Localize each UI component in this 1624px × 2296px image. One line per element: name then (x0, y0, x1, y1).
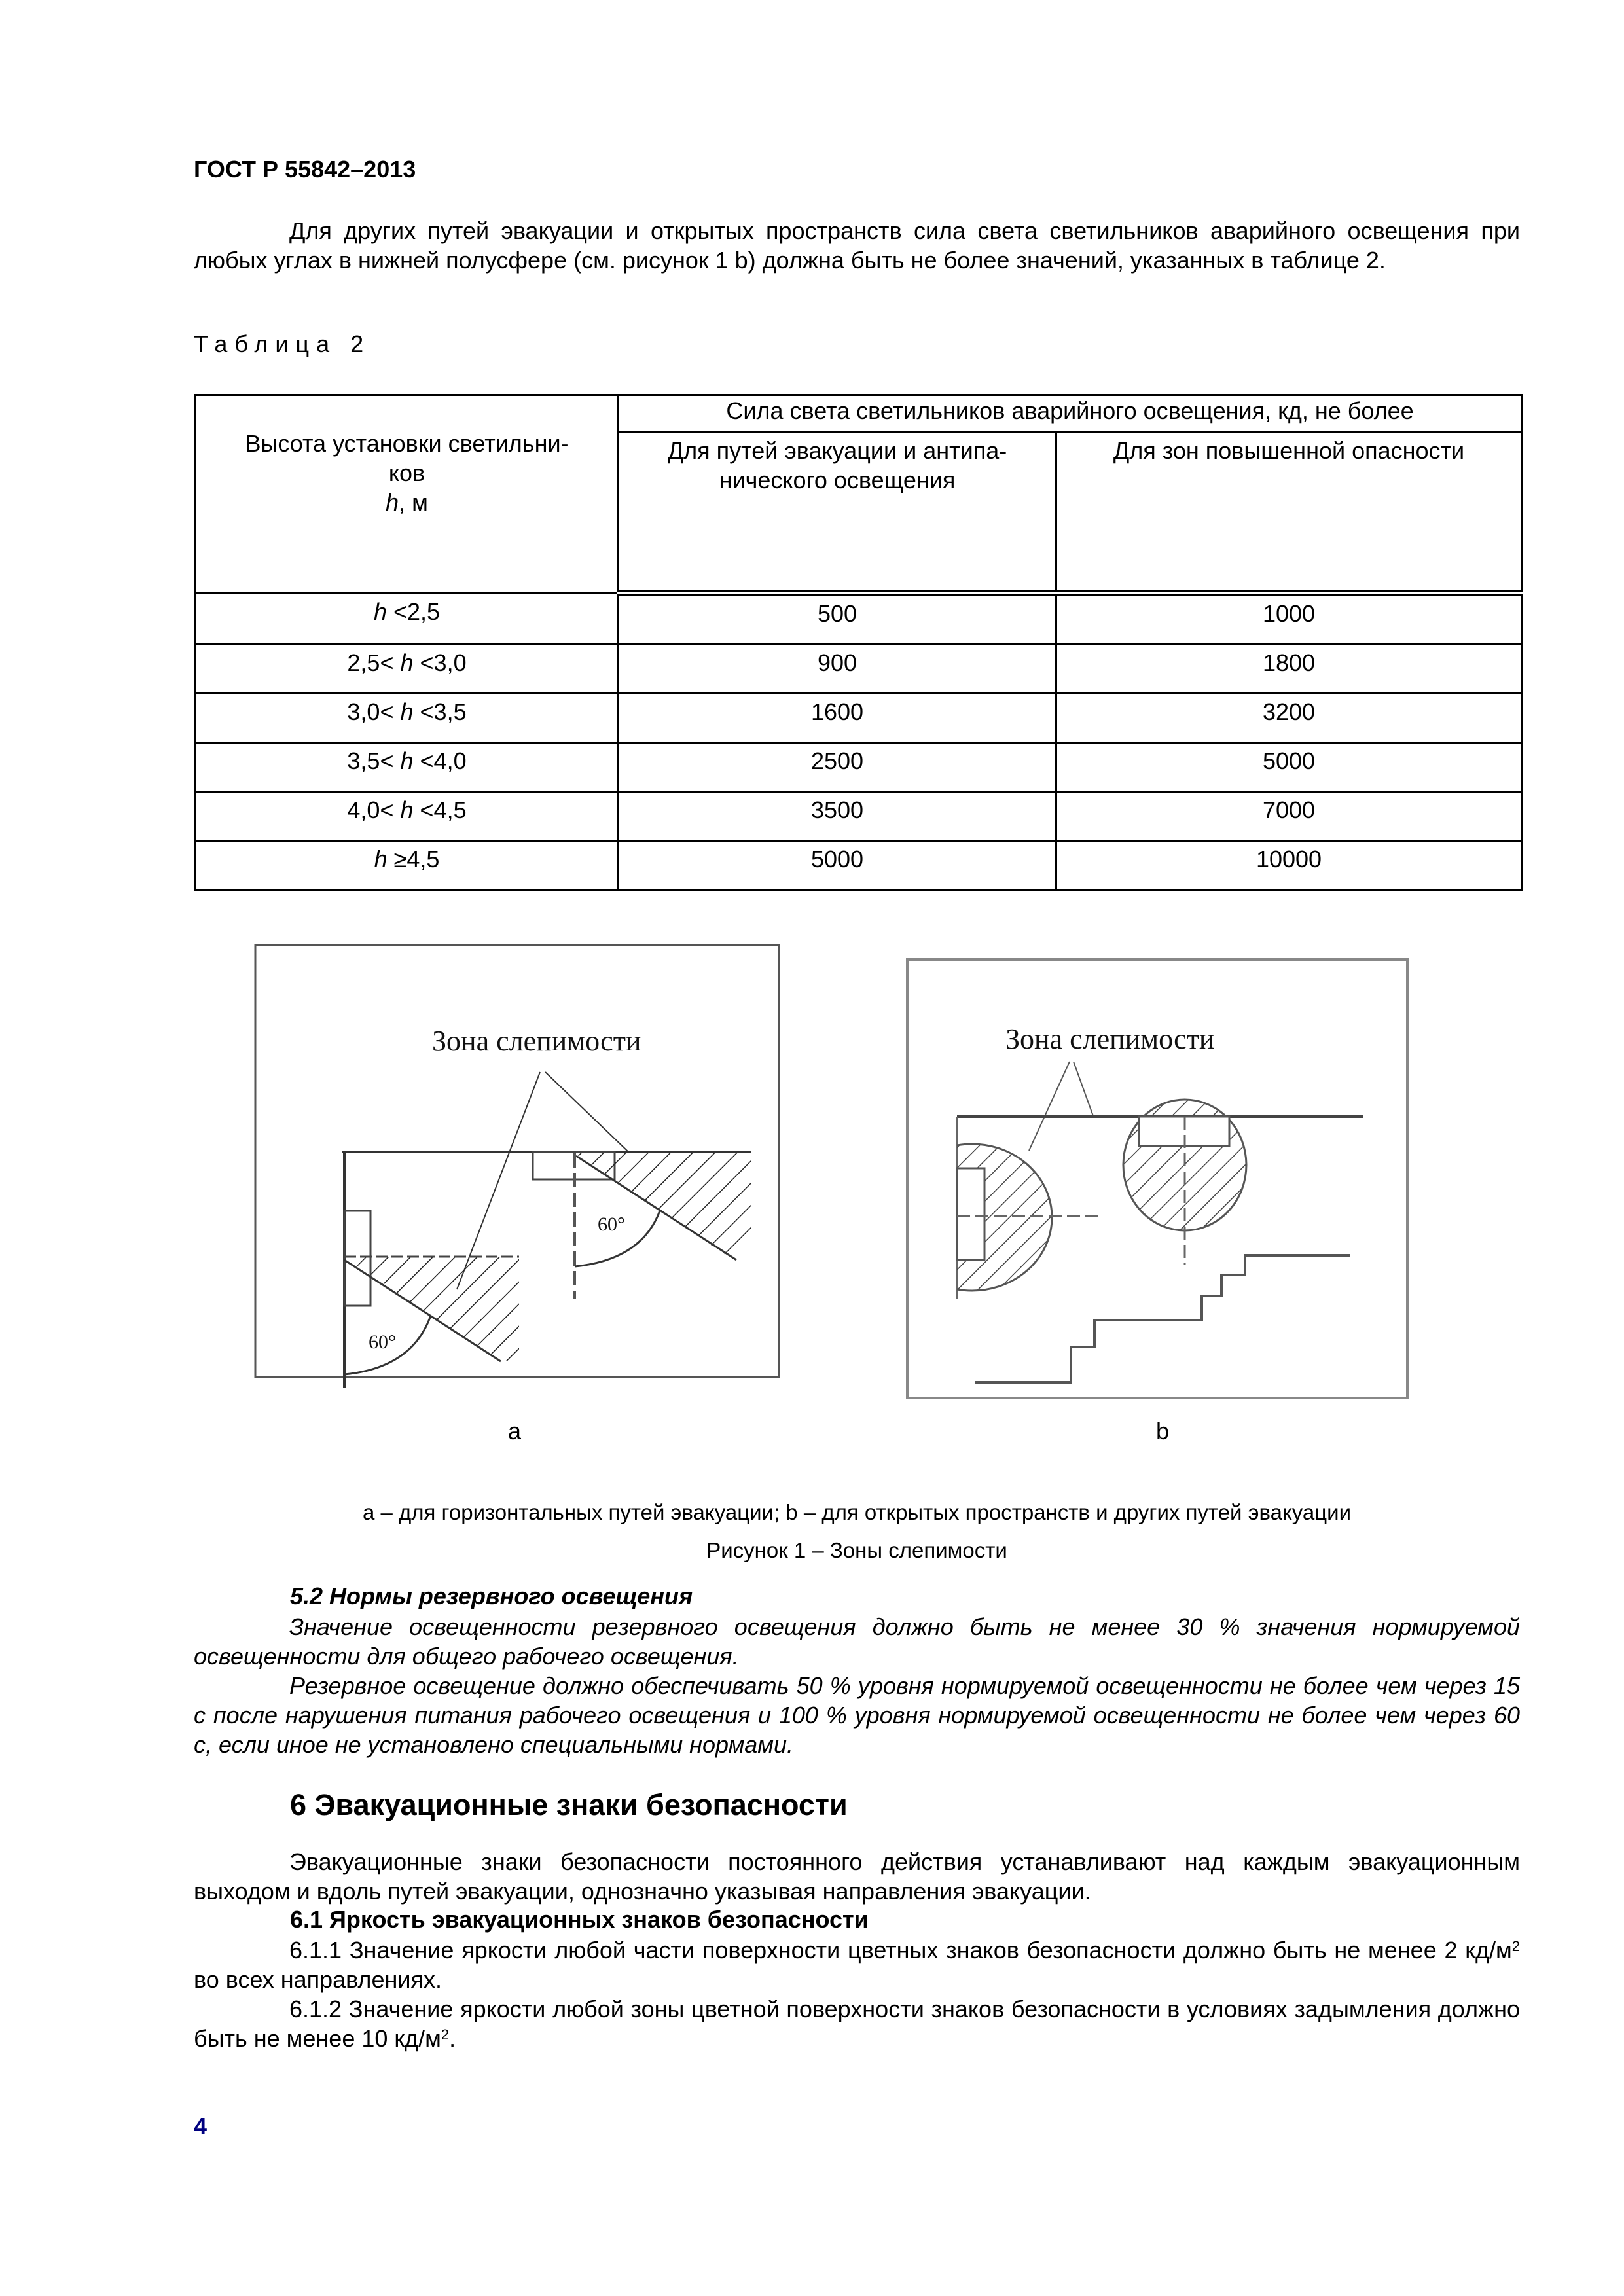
table-header-row-1 (196, 395, 1522, 433)
zone-label: Зона слепимости (432, 1025, 641, 1057)
zone-label: Зона слепимости (1005, 1023, 1215, 1055)
table-2 (194, 394, 1523, 891)
table-row: 2,5< h <3,0 900 1800 (196, 645, 1522, 694)
section-5-2-para-2: Резервное освещение должно обеспечивать 50 % уровня нормируемой освещенности не более чем через 15 с после нарушения питания рабочего освещения и 100 % уровня нормируемой освещенности не более чем через 60 с, если иное не установлено специальными нормами. (194, 1672, 1520, 1758)
intro-paragraph: Для других путей эвакуации и открытых пространств сила света светильников аварийного освещения при любых углах в нижней полусфере (см. рисунок 1 b) должна быть не более значений, указанных в таблице 2. (194, 217, 1520, 274)
header-group-luminous-intensity: Сила света светильников аварийного освещения, кд, не более (619, 395, 1522, 433)
table-row: 3,0< h <3,5 1600 3200 (196, 694, 1522, 743)
figure-a-label: a (508, 1418, 522, 1444)
para-6-1-2: 6.1.2 Значение яркости любой зоны цветной поверхности знаков безопасности в условиях задымления должно быть не менее 10 $кд/м^2$. (194, 1996, 1520, 2052)
section-5-2-para-1: Значение освещенности резервного освещения должно быть не менее 30 % значения нормируемой освещенности для общего рабочего освещения. (194, 1613, 1520, 1670)
header-evacuation-routes: Для путей эвакуации и антипа-нического освещения (619, 433, 1056, 594)
figure-legend: a – для горизонтальных путей эвакуации; b – для открытых пространств и других путей эвакуации (362, 1500, 1352, 1524)
section-6-1-heading: 6.1 Яркость эвакуационных знаков безопасности (290, 1906, 869, 1933)
header-high-risk-zones: Для зон повышенной опасности (1056, 433, 1522, 594)
table-row: 4,0< h <4,5 3500 7000 (196, 792, 1522, 841)
figure-a-diagram (249, 929, 792, 1388)
svg-text:60°: 60° (369, 1331, 396, 1353)
document-id: ГОСТ Р 55842–2013 (194, 156, 416, 183)
section-5-2-heading: 5.2 Нормы резервного освещения (290, 1583, 693, 1609)
table-label: Таблица 2 (194, 331, 371, 357)
svg-text:60°: 60° (598, 1213, 625, 1235)
para-6-1-1: 6.1.1 Значение яркости любой части поверхности цветных знаков безопасности должно быть не менее 2 $кд/м^2$ во всех направлениях. (194, 1937, 1520, 1993)
section-6-para: Эвакуационные знаки безопасности постоянного действия устанавливают над каждым эвакуационным выходом и вдоль путей эвакуации, однозначно указывая направления эвакуации. (194, 1848, 1520, 1905)
figure-caption: Рисунок 1 – Зоны слепимости (706, 1538, 1007, 1562)
table-row: h <2,5 500 1000 (196, 594, 1522, 645)
figure-b-label: b (1156, 1418, 1170, 1444)
table-row: 3,5< h <4,0 2500 5000 (196, 743, 1522, 792)
table-row: h ≥4,5 5000 10000 (196, 841, 1522, 890)
section-6-heading: 6 Эвакуационные знаки безопасности (290, 1788, 848, 1821)
figure-b-diagram (897, 942, 1420, 1414)
header-height: Высота установки светильни- ков h, м (196, 395, 619, 594)
page-number: 4 (194, 2113, 208, 2140)
